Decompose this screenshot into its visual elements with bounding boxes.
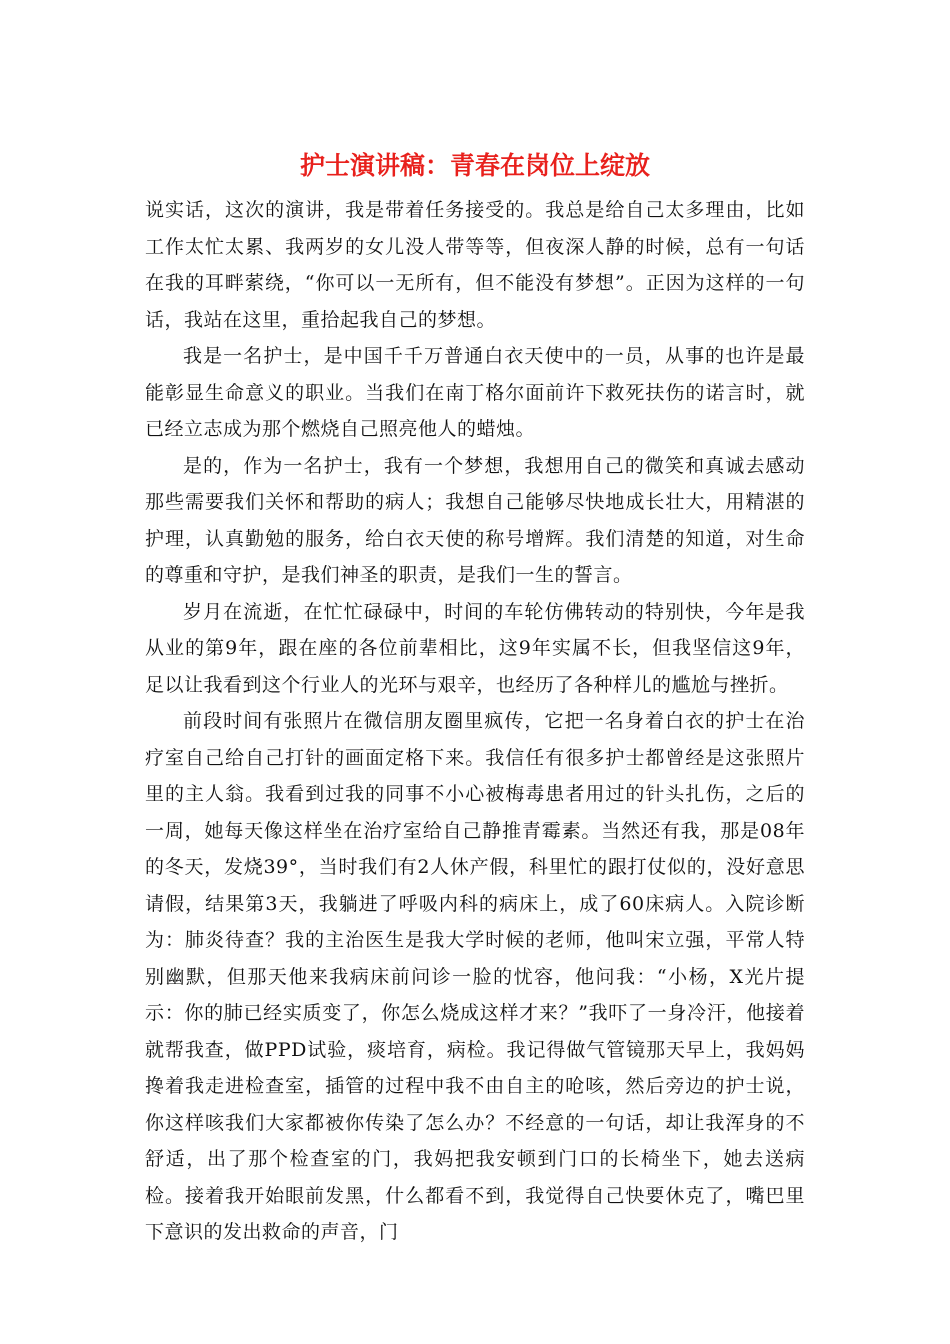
document-title: 护士演讲稿：青春在岗位上绽放 [299,151,650,180]
paragraph-2: 我是一名护士，是中国千千万普通白衣天使中的一员，从事的也许是最能彰显生命意义的职业。当我们在南丁格尔面前许下救死扶伤的诺言时，就已经立志成为那个燃烧自己照亮他人的蜡烛。 [145,345,805,440]
paragraph-3: 是的，作为一名护士，我有一个梦想，我想用自己的微笑和真诚去感动那些需要我们关怀和帮助的病人；我想自己能够尽快地成长壮大，用精湛的护理，认真勤勉的服务，给白衣天使的称号增辉。我们清楚的知道，对生命的尊重和守护，是我们神圣的职责，是我们一生的誓言。 [145,454,805,586]
paragraph-4: 岁月在流逝，在忙忙碌碌中，时间的车轮仿佛转动的特别快，今年是我从业的第9年，跟在座的各位前辈相比，这9年实属不长，但我坚信这9年，足以让我看到这个行业人的光环与艰辛，也经历了各种样儿的尴尬与挫折。 [145,600,805,696]
document-body [145,192,805,1251]
paragraph-5: 前段时间有张照片在微信朋友圈里疯传，它把一名身着白衣的护士在治疗室自己给自己打针的画面定格下来。我信任有很多护士都曾经是这张照片里的主人翁。我看到过我的同事不小心被梅毒患者用过的针头扎伤，之后的一周，她每天像这样坐在治疗室给自己静推青霉素。当然还有我，那是08年的冬天，发烧39°，当时我们有2人休产假，科里忙的跟打仗似的，没好意思请假，结果第3天，我躺进了呼吸内科的病床上，成了60床病人。入院诊断为：肺炎待查？我的主治医生是我大学时候的老师，他叫宋立强，平常人特别幽默，但那天他来我病床前问诊一脸的忧容，他问我：“小杨，X光片提示：你的肺已经实质变了，你怎么烧成这样才来？”我吓了一身冷汗，他接着就帮我查，做PPD试验，痰培育，病检。我记得做气管镜那天早上，我妈妈搀着我走进检查室，插管的过程中我不由自主的呛咳，然后旁边的护士说，你这样咳我们大家都被你传染了怎么办？不经意的一句话，却让我浑身的不舒适，出了那个检查室的门，我妈把我安顿到门口的长椅坐下，她去送病检。接着我开始眼前发黑，什么都看不到，我觉得自己快要休克了，嘴巴里下意识的发出救命的声音，门 [145,710,805,1243]
paragraph-1: 说实话，这次的演讲，我是带着任务接受的。我总是给自己太多理由，比如工作太忙太累、我两岁的女儿没人带等等，但夜深人静的时候，总有一句话在我的耳畔萦绕，“你可以一无所有，但不能没有梦想”。正因为这样的一句话，我站在这里，重拾起我自己的梦想。 [145,199,805,331]
